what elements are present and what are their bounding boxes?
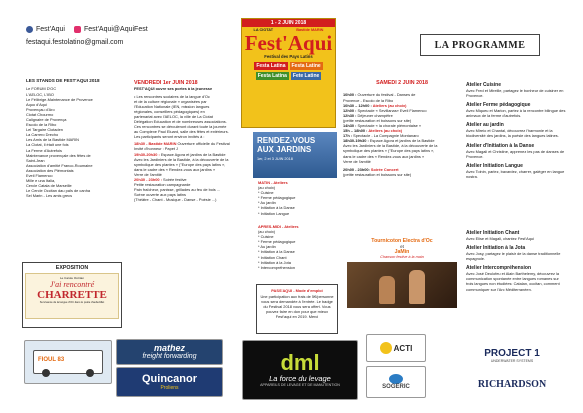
concert-amp: et <box>400 244 404 249</box>
schedule-row <box>343 159 461 164</box>
sponsor-sogeric: SOGERIC <box>366 366 426 398</box>
atelier-title: Atelier Intercompréhension <box>466 265 532 272</box>
poster-subtitle: Festival des Pays Latins <box>264 54 313 59</box>
sponsor-richardson: RICHARDSON <box>462 372 562 396</box>
truck-icon: FIOUL 83 <box>33 350 103 374</box>
vendredi-line: partenariat avec l'AELOC, la ville de La Ciotat <box>134 113 213 119</box>
atelier-card <box>466 245 566 261</box>
schedule-time: 19h30-20h30 : <box>134 151 161 157</box>
schedule-text: Provence - Escolo de la Ribo <box>343 97 394 103</box>
sponsor-acti: ACTI <box>366 334 426 362</box>
email-link[interactable]: festaqui.festolatino@gmail.com <box>26 39 124 46</box>
atelier-bullet: * Au jardin <box>258 244 276 250</box>
jardins-title-1: RENDEZ-VOUS <box>257 136 316 145</box>
sponsor-dml: dml La force du levage APPAREILS DE LEVAGE ET DE MANUTENTION <box>242 340 358 400</box>
schedule-text: Soirée festive <box>162 177 187 182</box>
schedule-text: Avec les Jardiniers de la Bastide, à la découverte de la <box>134 156 229 162</box>
atelier-text: Avec Miqueu et Marion, partez à la rencontre bilingue des animaux de la ferme d'autrefois. <box>466 108 566 119</box>
atelier-bullet: * Initiation à la Danse <box>258 249 295 255</box>
stand-item: Aquo d'Aqui <box>26 101 47 107</box>
exposition-title: EXPOSITION <box>55 265 89 271</box>
stand-item: Provençau d'Aro <box>26 106 55 112</box>
atelier-title: Atelier Initiation Langue <box>466 162 523 169</box>
schedule-time: 10h30 – 12h00 : <box>343 102 373 108</box>
schedule-time: 10h00 : <box>343 92 358 98</box>
stands-title: LES STANDS DE FEST'AQUI 2018 <box>26 78 100 83</box>
atelier-text: Avec Toinin, parlez, bavardez, charrer, galéger en langue nostra. <box>466 168 565 179</box>
vendredi-line: • Les rencontres scolaires de la langue d'Oc <box>134 93 210 99</box>
atelier-text: Avec Fred et Mireille, partagez le bonheur de cuisiner en Provence. <box>466 88 564 99</box>
samedi-title: SAMEDI 2 JUIN 2018 <box>376 80 428 86</box>
atelier-text: Avec Josy, partagez le plaisir de la danse traditionnelle espagnole. <box>466 251 561 262</box>
atelier-bullet: * Intercompréhension <box>258 264 295 270</box>
pass-card <box>256 284 338 334</box>
atelier-card <box>466 82 566 98</box>
schedule-time: 18h30-19h30 : <box>343 138 370 144</box>
schedule-text: symbolique des plantes » ("Europe des pays latins », <box>134 161 226 167</box>
samedi-evening-time: 20h00 - 23h00: <box>343 166 370 172</box>
schedule-text: dans le cadre des « Rendez-vous aux jardins » <box>343 153 425 159</box>
facebook-icon <box>26 26 33 33</box>
schedule-text: Scène ouverte aux pays latins <box>134 192 186 198</box>
vendredi-line: Les participants seront environ invités à : <box>134 134 205 140</box>
schedule-text: symbolique des plantes » ("Europe des pays latins », <box>343 148 435 154</box>
ateliers-list-1 <box>466 82 566 179</box>
atelier-bullet: * Initiation Chant <box>258 254 287 260</box>
acti-logo-icon <box>380 342 392 354</box>
musician-icon <box>379 276 395 304</box>
jardins-subtitle: 1er, 2 et 3 JUIN 2018 <box>257 157 293 161</box>
schedule-text: (Théâtre - Chant - Musique - Danse - Poésie ...) <box>134 197 217 203</box>
exposition-org: Le Carole Occitan <box>59 276 84 281</box>
concert-note: Chanson festive à la main <box>380 255 424 259</box>
sponsor-quincanor: Quincanor Proliens <box>116 367 223 397</box>
stand-item: Mille e una Italia, <box>26 178 56 184</box>
poster-title: Fest'Aqui <box>244 31 333 55</box>
sponsor-mathez: mathez freight forwarding <box>116 339 223 365</box>
vendredi-line: Ces rencontres se dérouleront durant toute la journée <box>134 124 227 130</box>
atelier-card <box>466 163 566 179</box>
atelier-text: Avec Magali et Christine, apprenez les pas de danses de Provence. <box>466 148 565 159</box>
stand-item: L'AELOC, L'IBO <box>26 91 54 97</box>
facebook-link[interactable]: Fest'Aqui Fest'Aqui@AquiFest <box>26 26 216 33</box>
stand-item: Le Félibrige-Maintenance de Provence <box>26 96 93 102</box>
schedule-text: Spectacle - La Compagnie Montanaro <box>353 133 419 139</box>
schedule-text: Avec les Jardiniers de la Bastide, à la découverte de la <box>343 143 438 149</box>
atelier-title: Atelier Ferme pédagogique <box>466 102 531 109</box>
musician-icon <box>409 270 425 304</box>
schedule-time: 15h – 18h00 : <box>343 128 369 134</box>
vendredi-line: l'Education Nationale (IEN, mission langues <box>134 103 210 109</box>
atelier-card <box>466 265 566 291</box>
schedule-text: Spectacle « Sevillanas» Eveil Flamenco <box>357 107 427 113</box>
atelier-text: Avec José Deulofeu et Alain Barthelemy, découvrez la communication spontanée entre langues romanes sur trois langues non étudiées: Catalan, occitan, comment communiquer sur l'Arc Méditerranéen. <box>466 271 560 292</box>
atelier-title: Atelier Initiation à la Jota <box>466 245 526 252</box>
apresmidi-items <box>258 234 338 270</box>
stand-item: Ciotat Chourmo <box>26 111 54 117</box>
stand-item: Escolo de la Ribo <box>26 122 57 128</box>
atelier-bullet: * Au jardin <box>258 200 276 206</box>
atelier-bullet: * Ferme pédagogique <box>258 195 296 201</box>
samedi-section <box>343 80 461 177</box>
atelier-text: Avec Elise et Magali, chantez Fest'Aqui <box>466 236 534 241</box>
atelier-bullet: * Initiation à la Danse <box>258 205 295 211</box>
vendredi-intro: FEST'AQUI ouvre ses portes à la jeunesse <box>134 86 213 92</box>
pass-text: Une participation aux frais de 5€/personne vous sera demandée à l'entrée. Le badge du Festival 2018 vous sera offert. Vous pouvez faire en don pour que mieux Fest'aqui en 2019. Merci <box>260 294 334 320</box>
poster-tag: Fete Latine <box>292 73 320 79</box>
schedule-text: Petite restauration campagnarde <box>134 182 191 188</box>
schedule-text: dans le cadre des « Rendez-vous aux jardins » <box>134 166 216 172</box>
sponsor-project1: PROJECT 1 UNDERWATER SYSTEMS <box>462 342 562 368</box>
atelier-card <box>466 102 566 118</box>
stand-item: Association des Piémontais <box>26 167 74 173</box>
atelier-title: Atelier d'Initiation à la Danse <box>466 142 535 149</box>
schedule-time: 12h00 : <box>343 107 358 113</box>
schedule-text: Ouverture officielle du Festival <box>177 141 230 147</box>
schedule-time: 12h30 : <box>343 112 358 118</box>
ateliers-right <box>466 82 566 183</box>
vendredi-line: et de la culture régionale » organisées par <box>134 98 207 104</box>
jardins-title-2: AUX JARDINS <box>257 145 312 154</box>
schedule-time: 18h30 - Bastide MARIN <box>134 141 178 147</box>
schedule-text: Verre de l'amitié <box>343 158 371 164</box>
apresmidi-ateliers <box>258 224 338 270</box>
schedule-time: 17h : <box>343 133 354 139</box>
stand-item: Maintenance provençale des fêtes de <box>26 152 91 158</box>
schedule-text: Invité d'honneur : Papet J <box>134 146 179 152</box>
programme-title: LA PROGRAMME <box>420 34 540 56</box>
schedule-text: Espace Agora et jardins de la Bastide <box>160 151 226 157</box>
concert-artist: JaMin <box>394 249 410 255</box>
poster-venue-top: LA CIOTAT <box>253 28 274 32</box>
exposition-line: J'ai rencontré <box>49 280 95 290</box>
schedule-row <box>134 197 252 202</box>
schedule-text: Verre de l'amitié <box>134 171 162 177</box>
schedule-text: Spectacle « la chorale piémontaise » <box>357 122 422 128</box>
poster-tag: Festa Latine <box>291 63 321 69</box>
schedule-time: 20h30 - 23h00 : <box>134 177 163 182</box>
concert-name: Tournicoton Electra d'Oc <box>371 238 433 244</box>
stand-item: Association d'amitié Franco-Roumaine <box>26 162 93 168</box>
poster-date: 1 - 2 JUIN 2018 <box>242 19 335 27</box>
schedule-text: Espace Agora et jardins de la Bastide <box>369 138 435 144</box>
exposition-caption: Survivance de la langue d'OC dans le poète d'aubertillet <box>39 301 105 305</box>
stand-item: Eveil Flamenco <box>26 173 53 178</box>
atelier-text: Avec Mireio et Chantal, découvrez l'harmonie et la biodiversité des jardins, la poésie des langues latines. <box>466 128 559 139</box>
vendredi-lines <box>134 94 252 140</box>
schedule-text: Ateliers (au choix) <box>372 102 407 108</box>
atelier-card <box>466 143 566 159</box>
jardins-banner <box>253 132 337 178</box>
pass-title: PASS'AQUI - Mode d'emploi <box>271 288 323 293</box>
vendredi-section <box>134 80 252 202</box>
poster-tag: Festa Latina <box>257 73 287 79</box>
ateliers-list-2 <box>466 230 566 292</box>
exposition-card <box>22 262 122 328</box>
stand-item: Sel Marin - Les amis grecs <box>26 193 73 199</box>
atelier-card <box>466 122 566 138</box>
stand-item: La Ciotat, il était une fois <box>26 142 69 148</box>
concert-block <box>343 238 461 308</box>
schedule-text: (petite restauration et boissons sur site) <box>343 117 412 123</box>
apresmidi-title: APRES-MIDI - Ateliers <box>258 224 299 229</box>
atelier-bullet: * Ferme pédagogique <box>258 239 296 245</box>
stand-item: Lei Targaire Ciotaden <box>26 127 63 133</box>
matin-title: MATIN - Ateliers <box>258 180 288 185</box>
instagram-icon <box>74 26 81 33</box>
samedi-schedule <box>343 92 461 163</box>
vendredi-line: Délégation Education et de nombreuses associations. <box>134 118 227 124</box>
stand-item: Les Amis de la Bastide MARIN <box>26 137 79 143</box>
vendredi-schedule <box>134 141 252 202</box>
samedi-evening-text: Soirée Concert <box>370 166 399 172</box>
stands-list <box>26 78 126 198</box>
sogeric-logo-icon <box>389 374 403 384</box>
matin-ateliers <box>258 180 338 216</box>
atelier-card <box>466 230 566 241</box>
vendredi-title: VENDREDI 1er JUIN 2018 <box>134 80 198 86</box>
atelier-bullet: * Cuisine <box>258 190 274 196</box>
festival-poster <box>241 18 336 128</box>
atelier-bullet: * Initiation à la Jota <box>258 259 291 265</box>
matin-subtitle: (au choix) <box>258 185 276 191</box>
poster-tag: Festa Latina <box>256 63 286 69</box>
vendredi-line: au Complexe Paul Eluard, salle des fêtes et extérieurs. <box>134 129 229 135</box>
samedi-evening-note: (petite restauration et boissons sur site) <box>343 171 412 177</box>
ateliers-right-2 <box>466 230 566 296</box>
schedule-text: Ouverture du festival - Danses de <box>357 92 416 98</box>
concert-photo <box>347 262 457 308</box>
schedule-text: Pain fraîcheur, panisse, grillades au feu de bois ... <box>134 187 221 193</box>
stand-item: Cercle Catala de Marseille <box>26 183 72 189</box>
schedule-text: Ateliers (au choix) <box>368 128 403 134</box>
poster-venue-name: Bastide MARIN <box>296 28 324 32</box>
atelier-bullet: * Cuisine <box>258 234 274 240</box>
stand-item: Calignaire de Provença <box>26 116 67 122</box>
atelier-title: Atelier Initiation Chant <box>466 230 520 236</box>
stand-item: Le Cercle Occitan dau païs de canha <box>26 188 91 194</box>
apresmidi-subtitle: (au choix) <box>258 229 276 235</box>
atelier-title: Atelier au jardin <box>466 122 504 129</box>
stand-item: La Carrero Drecho <box>26 132 59 138</box>
schedule-text: Déjeuner champêtre <box>357 112 393 118</box>
matin-items <box>258 190 338 215</box>
stand-item: La Ferme d'Autrefois <box>26 147 62 153</box>
stands-items <box>26 86 126 198</box>
exposition-name: CHARRETTE <box>37 289 107 302</box>
sponsor-fioul <box>24 340 112 384</box>
schedule-time: 14h30 : <box>343 122 358 128</box>
atelier-bullet: * Initiation Langue <box>258 210 290 216</box>
stand-item: Saint-Jean <box>26 157 45 163</box>
stand-item: Le FORUM D'OC <box>26 86 57 92</box>
atelier-title: Atelier Cuisine <box>466 82 502 88</box>
header <box>26 26 216 66</box>
vendredi-line: régionales, conseillers pédagogiques) en <box>134 108 205 114</box>
